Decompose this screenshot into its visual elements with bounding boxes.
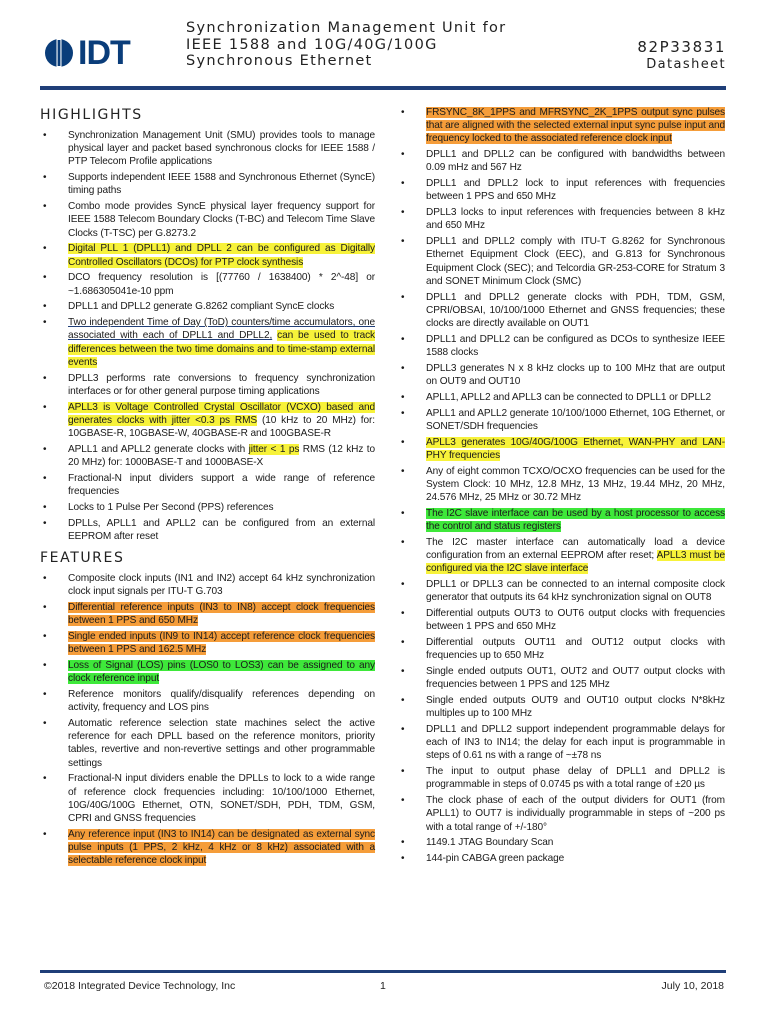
feature-item (398, 436, 725, 462)
highlight-item (40, 517, 375, 543)
feature-item (398, 148, 725, 174)
highlight-item (40, 472, 375, 498)
bullet-text: The clock phase of each of the output dividers for OUT1 (from APLL1) to OUT7 is individually programmable in steps of ~200 ps with a total range of +/-180° (426, 795, 725, 833)
feature-item (398, 206, 725, 232)
highlighted-text: jitter < 1 ps (248, 443, 300, 455)
bullet-text: (10 kHz to 20 MHz) for: 10GBASE-R, 10GBASE-W, 40GBASE-R and 100GBASE-R (68, 414, 375, 440)
highlights-list (40, 129, 375, 543)
highlight-item (40, 372, 375, 398)
idt-logo (44, 34, 130, 72)
feature-item (398, 291, 725, 331)
highlight-item (40, 242, 375, 268)
feature-item (398, 765, 725, 791)
highlights-heading: HIGHLIGHTS (40, 107, 143, 123)
bullet-text: Single ended outputs OUT9 and OUT10 output clocks N*8kHz multiples up to 100 MHz (426, 695, 725, 720)
bullet-text: Fractional-N input dividers support a wide range of reference frequencies (68, 472, 375, 498)
bullet-text: DPLL1 and DPLL2 can be configured as DCOs to synthesize IEEE 1588 clocks (426, 333, 725, 359)
footer-rule (40, 970, 726, 973)
feature-item (398, 578, 725, 604)
highlighted-text: APLL3 generates 10G/40G/100G Ethernet, WAN-PHY and LAN-PHY frequencies (426, 436, 725, 461)
title-line: Synchronization Management Unit for (186, 20, 507, 36)
document-title (186, 20, 586, 70)
part-number-block (637, 38, 726, 74)
bullet-text: Locks to 1 Pulse Per Second (PPS) references (68, 501, 274, 513)
highlight-item (40, 501, 375, 514)
page-number: 1 (380, 980, 386, 992)
feature-item (398, 723, 725, 763)
feature-item (398, 636, 725, 662)
feature-item (398, 106, 725, 146)
bullet-text: DPLL3 performs rate conversions to frequency synchronization interfaces or for other general purpose timing applications (68, 372, 375, 397)
bullet-text: DPLLs, APLL1 and APLL2 can be configured from an external EEPROM after reset (68, 517, 375, 542)
highlighted-text: FRSYNC_8K_1PPS and MFRSYNC_2K_1PPS output sync pulses that are aligned with the selected external input sync pulse input and frequency locked to the associated reference clock input (426, 107, 725, 145)
bullet-text: DPLL3 generates N x 8 kHz clocks up to 100 MHz that are output on OUT9 and OUT10 (426, 362, 725, 388)
copyright: ©2018 Integrated Device Technology, Inc (44, 980, 236, 992)
bullet-text: 1149.1 JTAG Boundary Scan (426, 837, 554, 849)
feature-item (40, 630, 375, 656)
highlight-item (40, 316, 375, 369)
highlighted-text: The I2C slave interface can be used by a host processor to access the control and status registers (426, 507, 725, 533)
highlighted-text: Any reference input (IN3 to IN14) can be designated as external sync pulse inputs (1 PPS, 2 kHz, 4 kHz or 8 kHz) associated with a selectable reference clock input (68, 828, 375, 867)
features-heading: FEATURES (40, 550, 125, 567)
highlighted-text: APLL3 must be configured via the I2C slave interface (426, 550, 725, 575)
features-list-left (40, 572, 375, 867)
bullet-text: Automatic reference selection state machines select the active reference for each DPLL based on the reference monitors, priority tables, revertive and non-revertive settings and other programmable settings (68, 718, 375, 769)
features-list-right (398, 106, 725, 865)
publish-date: July 10, 2018 (661, 980, 724, 992)
feature-item (398, 333, 725, 359)
highlight-item (40, 129, 375, 169)
bullet-text: The I2C master interface can automatically load a device configuration from an external EEPROM after reset; (426, 536, 725, 562)
feature-item (398, 177, 725, 203)
highlight-item (40, 300, 375, 313)
feature-item (40, 717, 375, 770)
feature-item (40, 572, 375, 598)
part-number: 82P33831 (637, 38, 726, 56)
bullet-text: Differential outputs OUT3 to OUT6 output clocks with frequencies between 1 PPS and 650 MHz (426, 608, 725, 633)
feature-item (398, 852, 725, 865)
feature-item (40, 688, 375, 714)
bullet-text: Fractional-N input dividers enable the DPLLs to lock to a wide range of reference clock frequencies including: 10/100/1000 Ethernet, 10G/40G/100G Ethernet, OTN, SONET/SDH, PDH, TDM, GSM, CPRI and GNSS frequencies (68, 773, 375, 825)
highlighted-text: APLL3 is Voltage Controlled Crystal Oscillator (VCXO) based and generates clocks with jitter <0.3 ps RMS (68, 401, 375, 426)
highlighted-text: Loss of Signal (LOS) pins (LOS0 to LOS3) can be assigned to any clock reference input (68, 660, 375, 685)
header-rule (40, 86, 726, 90)
highlighted-text: Digital PLL 1 (DPLL1) and DPLL 2 can be configured as Digitally Controlled Oscillators (DCOs) for PTP clock synthesis (68, 243, 375, 268)
feature-item (398, 465, 725, 505)
bullet-text: Single ended outputs OUT1, OUT2 and OUT7 output clocks with frequencies between 1 PPS and 125 MHz (426, 666, 725, 691)
feature-item (398, 362, 725, 388)
bullet-text: DPLL1 and DPLL2 can be configured with bandwidths between 0.09 mHz and 567 Hz (426, 149, 725, 174)
highlight-item (40, 443, 375, 469)
bullet-text: DCO frequency resolution is [(77760 / 1638400) * 2^-48] or ~1.686305041e-10 ppm (68, 272, 375, 297)
feature-item (40, 659, 375, 685)
bullet-text: The input to output phase delay of DPLL1 and DPLL2 is programmable in steps of 0.0745 ps with a total range of ±20 µs (426, 766, 725, 791)
bullet-text: DPLL3 locks to input references with frequencies between 8 kHz and 650 MHz (426, 207, 725, 232)
document-type: Datasheet (646, 57, 726, 72)
bullet-text: APLL1, APLL2 and APLL3 can be connected to DPLL1 or DPLL2 (426, 391, 711, 403)
highlighted-text: Single ended inputs (IN9 to IN14) accept reference clock frequencies between 1 PPS and 162.5 MHz (68, 631, 375, 656)
feature-item (398, 235, 725, 288)
title-line: Synchronous Ethernet (186, 53, 373, 69)
highlighted-text: can be used to track differences between the two time domains and to time-stamp external events (68, 330, 375, 368)
feature-item (398, 794, 725, 834)
bullet-text: Combo mode provides SyncE physical layer frequency support for IEEE 1588 Telecom Boundary Clocks (T-BC) and Telecom Time Slave Clocks (T-TSC) per G.8273.2 (68, 201, 375, 239)
highlight-item (40, 171, 375, 197)
feature-item (398, 607, 725, 633)
feature-item (398, 665, 725, 691)
bullet-text: Composite clock inputs (IN1 and IN2) accept 64 kHz synchronization clock input signals per ITU-T G.703 (68, 573, 375, 598)
bullet-text: APLL1 and APLL2 generate 10/100/1000 Ethernet, 10G Ethernet, or SONET/SDH frequencies (426, 407, 725, 432)
feature-item (40, 828, 375, 868)
title-line: IEEE 1588 and 10G/40G/100G (186, 36, 438, 53)
bullet-text: Any of eight common TCXO/OCXO frequencies can be used for the System Clock: 10 MHz, 12.8 MHz, 13 MHz, 19.44 MHz, 20 MHz, 24.576 MHz, 25 MHz or 30.72 MHz (426, 465, 725, 504)
highlight-item (40, 271, 375, 297)
highlighted-text: Differential reference inputs (IN3 to IN8) accept clock frequencies between 1 PPS and 650 MHz (68, 602, 375, 627)
feature-item (398, 536, 725, 576)
highlight-item (40, 200, 375, 240)
bullet-text: Synchronization Management Unit (SMU) provides tools to manage physical layer and packet based synchronous clocks for IEEE 1588 / PTP Telecom Profile applications (68, 130, 375, 168)
bullet-text: DPLL1 and DPLL2 generate clocks with PDH, TDM, GSM, CPRI/OBSAI, 10/100/1000 Ethernet and GNSS frequencies; these clocks are directly available on OUT1 (426, 291, 725, 330)
highlight-item (40, 401, 375, 441)
bullet-text: RMS (12 kHz to 20 MHz) for: 1000BASE-T and 1000BASE-X (68, 443, 375, 469)
right-column (398, 106, 725, 868)
bullet-text: DPLL1 or DPLL3 can be connected to an internal composite clock generator that outputs its 64 kHz synchronization signal on OUT8 (426, 579, 725, 604)
feature-item (398, 407, 725, 433)
bullet-text: Differential outputs OUT11 and OUT12 output clocks with frequencies up to 650 MHz (426, 637, 725, 662)
underlined-text: Two independent Time of Day (ToD) counters/time accumulators, one associated with each of DPLL1 and DPLL2, (68, 317, 375, 342)
feature-item (398, 507, 725, 533)
bullet-text: DPLL1 and DPLL2 lock to input references with frequencies between 1 PPS and 650 MHz (426, 178, 725, 203)
feature-item (398, 391, 725, 404)
bullet-text: Reference monitors qualify/disqualify references depending on activity, frequency and LOS pins (68, 689, 375, 714)
bullet-text: 144-pin CABGA green package (426, 853, 565, 865)
bullet-text: APLL1 and APLL2 generate clocks with (68, 443, 249, 455)
bullet-text: DPLL1 and DPLL2 generate G.8262 compliant SyncE clocks (68, 301, 335, 313)
bullet-text: DPLL1 and DPLL2 comply with ITU-T G.8262 for Synchronous Ethernet Equipment Clock (EEC), and G.813 for Synchronous Equipment Clock (SEC); and Telcordia GR-253-CORE for Stratum 3 and SONET Minimum Clock (SMC) (426, 236, 725, 287)
feature-item (398, 694, 725, 720)
feature-item (40, 601, 375, 627)
idt-logo-icon (44, 36, 74, 70)
logo-wordmark: IDT (78, 34, 130, 72)
feature-item (398, 836, 725, 849)
left-column (40, 106, 375, 870)
bullet-text: DPLL1 and DPLL2 support independent programmable delays for each of IN3 to IN14; the delay for each input is programmable in steps of 0.61 ns with a range of ~±78 ns (426, 724, 725, 762)
bullet-text: Supports independent IEEE 1588 and Synchronous Ethernet (SyncE) timing paths (68, 172, 375, 197)
feature-item (40, 772, 375, 825)
